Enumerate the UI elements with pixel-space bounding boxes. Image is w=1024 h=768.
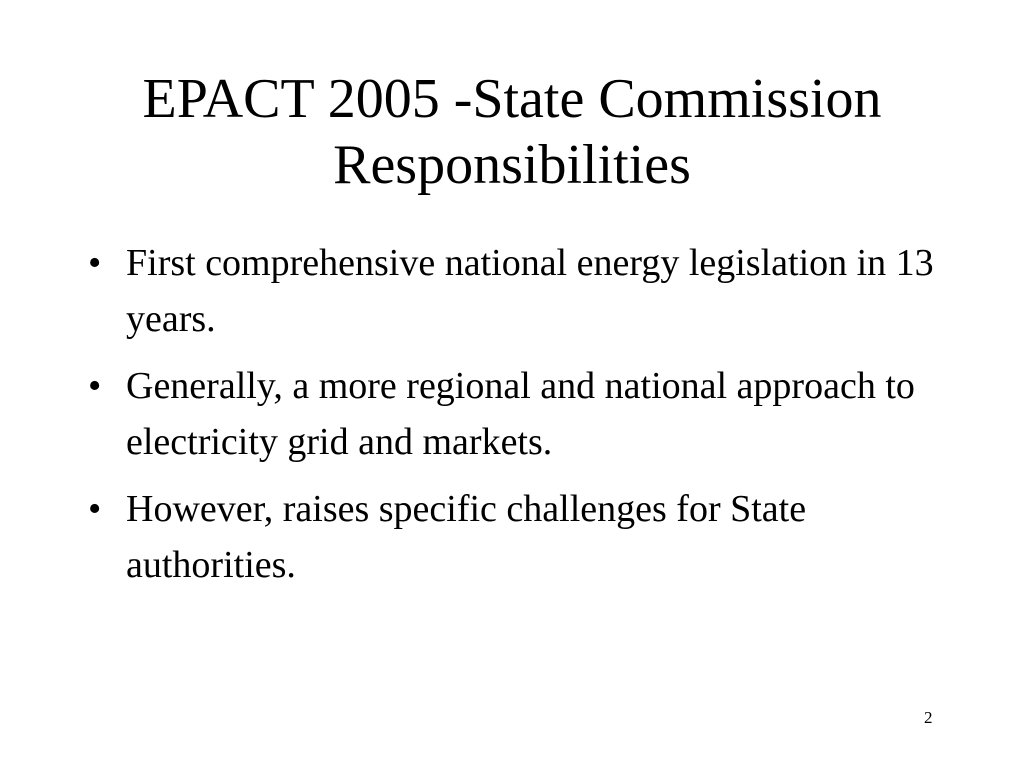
bullet-marker: • — [88, 488, 102, 530]
bullet-item — [88, 358, 948, 470]
bullet-text: First comprehensive national energy legislation in 13 years. — [126, 242, 934, 340]
bullet-text: Generally, a more regional and national approach to electricity grid and markets. — [126, 365, 915, 463]
page-number: 2 — [924, 708, 933, 727]
bullet-text: However, raises specific challenges for State authorities. — [126, 488, 807, 586]
slide-title-line-1: EPACT 2005 -State Commission — [142, 68, 882, 130]
bullet-item — [88, 235, 948, 347]
bullet-marker: • — [88, 365, 102, 407]
bullet-marker: • — [88, 242, 102, 284]
slide-title — [60, 66, 964, 198]
bullet-item — [88, 481, 948, 593]
bullet-list — [88, 235, 948, 604]
slide-title-line-2: Responsibilities — [333, 134, 691, 196]
